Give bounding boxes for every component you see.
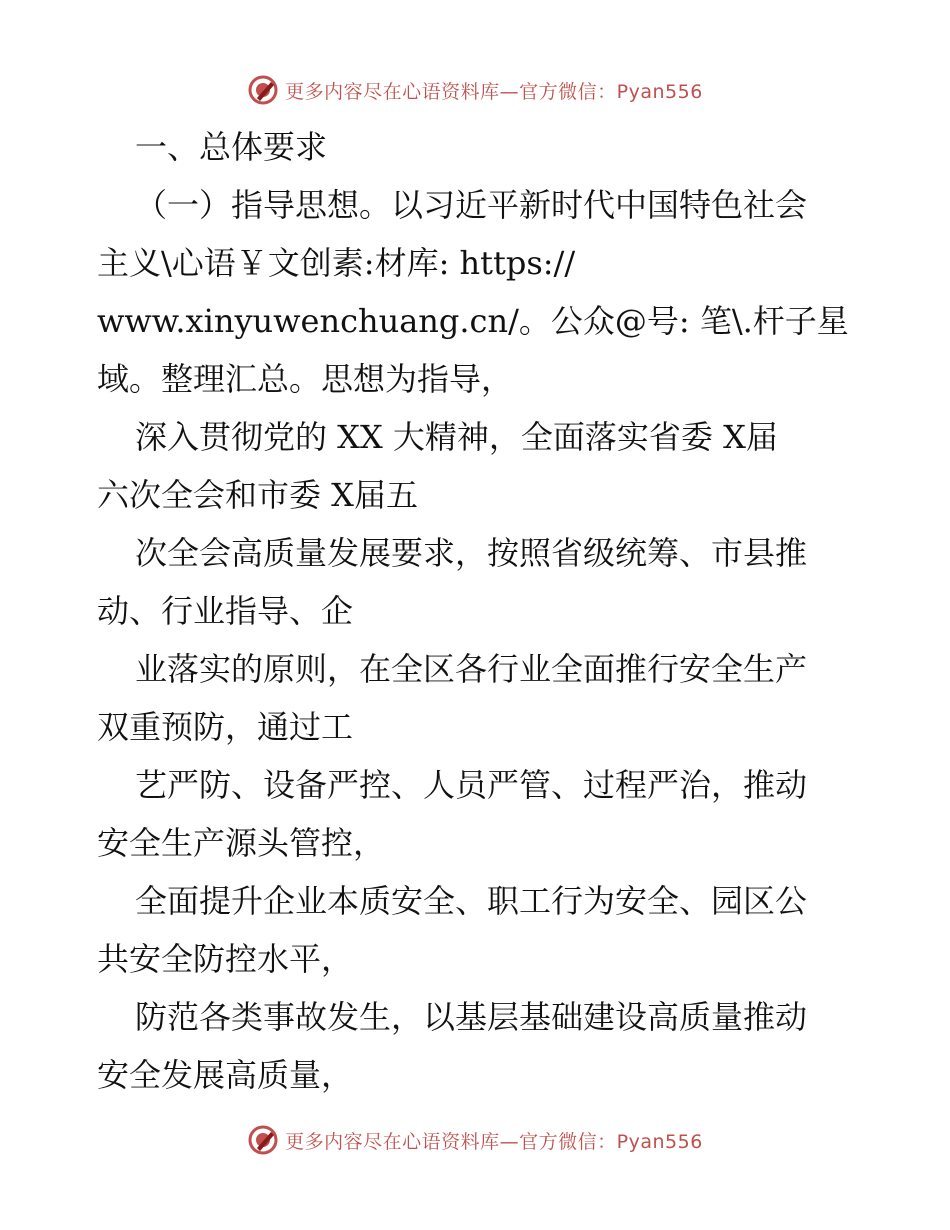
watermark-text: 更多内容尽在心语资料库—官方微信：Pyan556 [285, 1130, 703, 1153]
text-line: 动、行业指导、企 [97, 592, 354, 630]
pen-logo-icon [247, 1124, 279, 1156]
footer-watermark [0, 1120, 950, 1160]
watermark-text: 更多内容尽在心语资料库—官方微信：Pyan556 [285, 80, 703, 103]
header-watermark [0, 70, 950, 110]
text-line: 安全发展高质量， [97, 1056, 354, 1094]
text-line: 深入贯彻党的 XX 大精神，全面落实省委 X届 [135, 418, 778, 456]
text-line: 共安全防控水平， [97, 940, 354, 978]
text-line: 业落实的原则，在全区各行业全面推行安全生产 [135, 650, 808, 688]
text-line: 次全会高质量发展要求，按照省级统筹、市县推 [135, 534, 808, 572]
text-line: 主义\心语￥文创素:材库: https:// [97, 244, 576, 282]
text-line: www.xinyuwenchuang.cn/。公众@号: 笔\.杆子星 [97, 302, 849, 340]
document-body [97, 118, 857, 1104]
text-line: 一、总体要求 [135, 128, 328, 166]
text-line: （一）指导思想。以习近平新时代中国特色社会 [135, 186, 808, 224]
text-line: 双重预防，通过工 [97, 708, 354, 746]
text-line: 安全生产源头管控， [97, 824, 386, 862]
text-line: 全面提升企业本质安全、职工行为安全、园区公 [135, 882, 808, 920]
text-line: 防范各类事故发生，以基层基础建设高质量推动 [135, 998, 808, 1036]
pen-logo-icon [247, 74, 279, 106]
text-line: 域。整理汇总。思想为指导， [97, 360, 514, 398]
text-line: 六次全会和市委 X届五 [97, 476, 418, 514]
text-line: 艺严防、设备严控、人员严管、过程严治，推动 [135, 766, 808, 804]
